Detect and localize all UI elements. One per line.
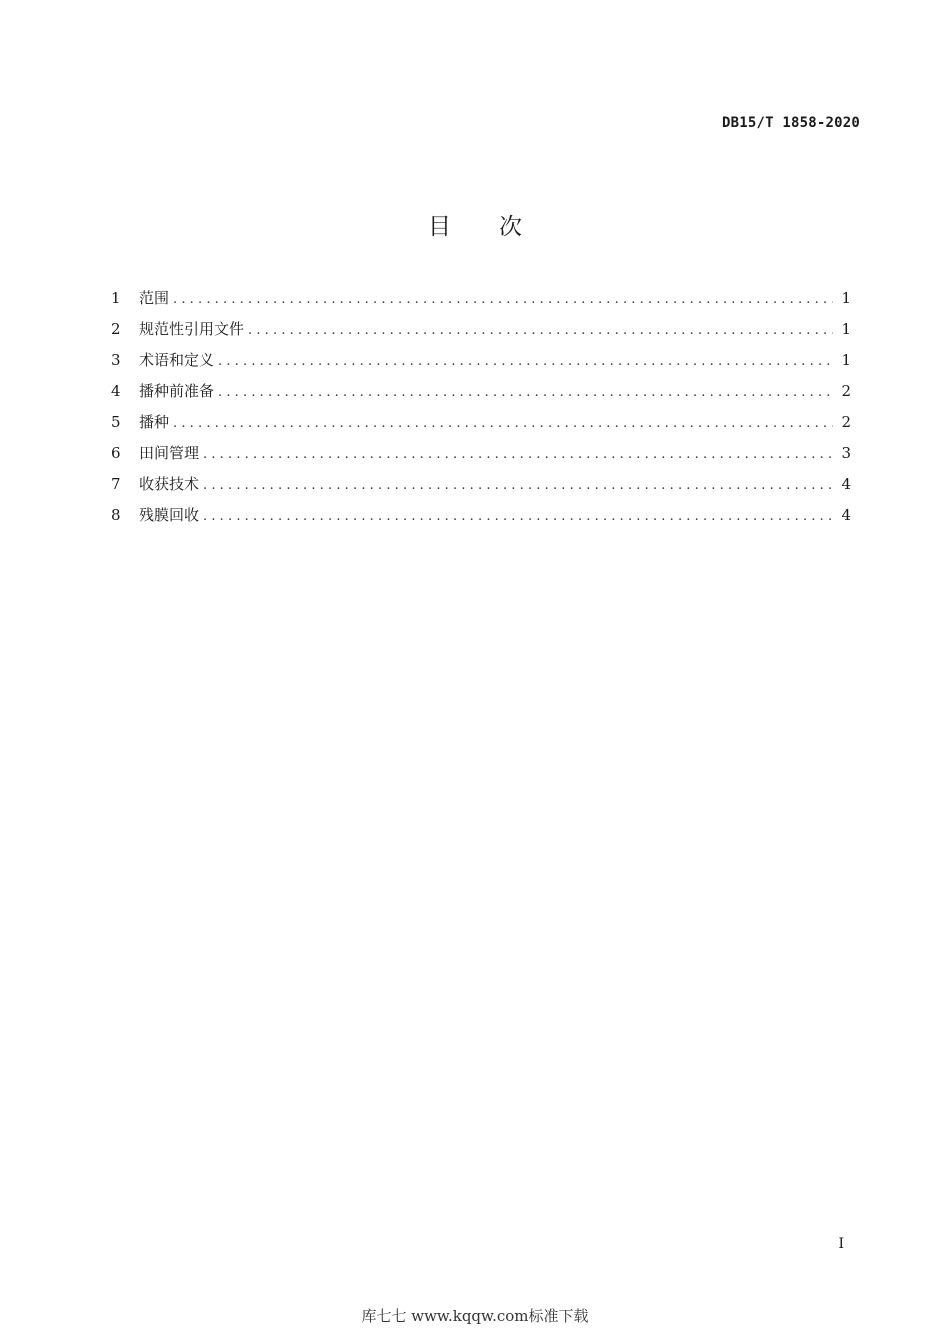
toc-entry-8[interactable] xyxy=(111,503,851,534)
standard-code: DB15/T 1858-2020 xyxy=(721,115,860,131)
toc-entry-label: 播种 xyxy=(139,413,170,431)
toc-entry-label: 残膜回收 xyxy=(139,506,200,524)
toc-entry-number: 7 xyxy=(111,475,121,493)
toc-entry-number: 2 xyxy=(111,320,121,338)
toc-entry-page: 1 xyxy=(841,289,851,307)
toc-entry-page: 2 xyxy=(841,413,851,431)
toc-dot-leader xyxy=(248,319,833,343)
toc-entry-number: 4 xyxy=(111,382,121,400)
toc-entry-number: 6 xyxy=(111,444,121,462)
toc-entry-label: 田间管理 xyxy=(139,444,200,462)
toc-entry-2[interactable] xyxy=(111,317,851,348)
toc-entry-5[interactable] xyxy=(111,410,851,441)
toc-dot-leader xyxy=(173,288,833,312)
toc-dot-leader xyxy=(203,505,833,529)
toc-entry-number: 3 xyxy=(111,351,121,369)
toc-entry-page: 4 xyxy=(841,506,851,524)
page-number: I xyxy=(838,1236,844,1252)
toc-entry-number: 5 xyxy=(111,413,121,431)
toc-entry-label: 播种前准备 xyxy=(139,382,215,400)
toc-entry-page: 1 xyxy=(841,320,851,338)
toc-entry-number: 1 xyxy=(111,289,121,307)
toc-entry-page: 2 xyxy=(841,382,851,400)
toc-entry-page: 4 xyxy=(841,475,851,493)
toc-entry-3[interactable] xyxy=(111,348,851,379)
toc-title: 目次 xyxy=(428,214,570,240)
watermark-text: 库七七 www.kqqw.com标准下载 xyxy=(361,1307,589,1325)
toc-entry-6[interactable] xyxy=(111,441,851,472)
toc-entry-label: 术语和定义 xyxy=(139,351,215,369)
toc-list xyxy=(111,286,851,534)
toc-entry-page: 3 xyxy=(841,444,851,462)
toc-dot-leader xyxy=(203,443,833,467)
toc-entry-label: 规范性引用文件 xyxy=(139,320,245,338)
toc-dot-leader xyxy=(203,474,833,498)
toc-entry-page: 1 xyxy=(841,351,851,369)
toc-entry-label: 范围 xyxy=(139,289,170,307)
toc-entry-4[interactable] xyxy=(111,379,851,410)
toc-entry-7[interactable] xyxy=(111,472,851,503)
toc-entry-1[interactable] xyxy=(111,286,851,317)
toc-dot-leader xyxy=(218,350,833,374)
toc-entry-label: 收获技术 xyxy=(139,475,200,493)
toc-dot-leader xyxy=(173,412,833,436)
toc-dot-leader xyxy=(218,381,833,405)
toc-entry-number: 8 xyxy=(111,506,121,524)
